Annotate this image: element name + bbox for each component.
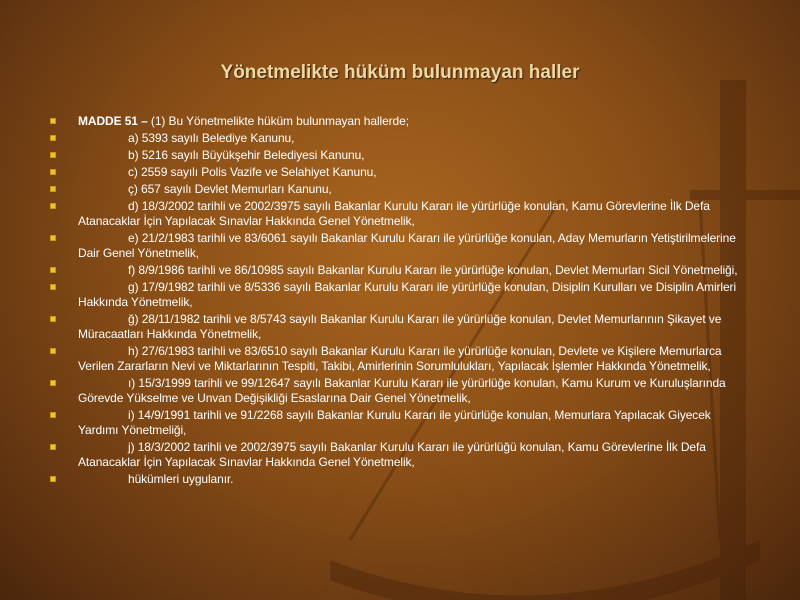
bullet-icon [50,476,56,482]
bullet-icon [50,412,56,418]
list-item [46,344,752,374]
list-item-text: a) 5393 sayılı Belediye Kanunu, [128,131,295,145]
list-item [46,148,752,163]
list-item [46,376,752,406]
bullet-icon [50,118,56,124]
list-item [46,231,752,261]
bullet-icon [50,235,56,241]
list-item-text: h) 27/6/1983 tarihli ve 83/6510 sayılı Bakanlar Kurulu Kararı ile yürürlüğe konulan, Devlete ve Kişilere Memurlarca Verilen Zararların Nevi ve Miktarlarının Tespiti, Takibi, Amirlerinin Sorumlulukları, Yapılacak İşlemler Hakkında Yönetmelik, [78,344,722,373]
list-item-text: e) 21/2/1983 tarihli ve 83/6061 sayılı Bakanlar Kurulu Kararı ile yürürlüğe konulan, Aday Memurların Yetiştirilmelerine Dair Genel Yönetmelik, [78,231,736,260]
list-item [46,312,752,342]
madde-label: MADDE 51 – [78,114,148,128]
list-item [46,472,752,487]
list-item-text: ç) 657 sayılı Devlet Memurları Kanunu, [128,182,332,196]
list-item [46,182,752,197]
list-item-text: c) 2559 sayılı Polis Vazife ve Selahiyet Kanunu, [128,165,377,179]
list-item-text: g) 17/9/1982 tarihli ve 8/5336 sayılı Bakanlar Kurulu Kararı ile yürürlüğe konulan, Disiplin Kurulları ve Disiplin Amirleri Hakkında Yönetmelik, [78,280,737,309]
bullet-icon [50,348,56,354]
bullet-icon [50,267,56,273]
list-item-text: ı) 15/3/1999 tarihli ve 99/12647 sayılı Bakanlar Kurulu Kararı ile yürürlüğe konulan, Kamu Kurum ve Kuruluşlarında Görevde Yükselme ve Unvan Değişikliği Esaslarına Dair Genel Yönetmelik, [78,376,726,405]
list-item [46,165,752,180]
scale-pan [330,540,760,600]
bullet-icon [50,316,56,322]
list-item-text: j) 18/3/2002 tarihli ve 2002/3975 sayılı Bakanlar Kurulu Kararı ile yürürlüğü konulan, Kamu Görevlerine İlk Defa Atanacaklar İçin Yapılacak Sınavlar Hakkında Genel Yönetmelik, [78,440,706,469]
list-item-text: hükümleri uygulanır. [128,472,234,486]
bullet-icon [50,284,56,290]
slide-title: Yönetmelikte hüküm bulunmayan haller [220,62,580,83]
list-item [46,280,752,310]
list-item [46,440,752,470]
list-item-text: i) 14/9/1991 tarihli ve 91/2268 sayılı Bakanlar Kurulu Kararı ile yürürlüğe konulan, Memurlara Yapılacak Giyecek Yardımı Yönetmeliği, [78,408,711,437]
list-item [46,131,752,146]
list-item [46,263,752,278]
bullet-icon [50,380,56,386]
madde-intro: (1) Bu Yönetmelikte hüküm bulunmayan hallerde; [147,114,409,128]
bullet-icon [50,169,56,175]
list-item-text: d) 18/3/2002 tarihli ve 2002/3975 sayılı Bakanlar Kurulu Kararı ile yürürlüğe konulan, Kamu Görevlerine İlk Defa Atanacaklar İçin Yapılacak Sınavlar Hakkında Genel Yönetmelik, [78,199,710,228]
list-item [46,408,752,438]
bullet-icon [50,203,56,209]
list-item-madde [46,114,752,129]
bullet-icon [50,444,56,450]
list-item-text: b) 5216 sayılı Büyükşehir Belediyesi Kanunu, [128,148,365,162]
regulation-list [46,114,752,489]
bullet-icon [50,135,56,141]
list-item-text: ğ) 28/11/1982 tarihli ve 8/5743 sayılı Bakanlar Kurulu Kararı ile yürürlüğe konulan, Devlet Memurlarının Şikayet ve Müracaatları Hakkında Yönetmelik, [78,312,722,341]
list-item [46,199,752,229]
bullet-icon [50,186,56,192]
list-item-text: f) 8/9/1986 tarihli ve 86/10985 sayılı Bakanlar Kurulu Kararı ile yürürlüğe konulan, Devlet Memurları Sicil Yönetmeliği, [128,263,738,277]
bullet-icon [50,152,56,158]
